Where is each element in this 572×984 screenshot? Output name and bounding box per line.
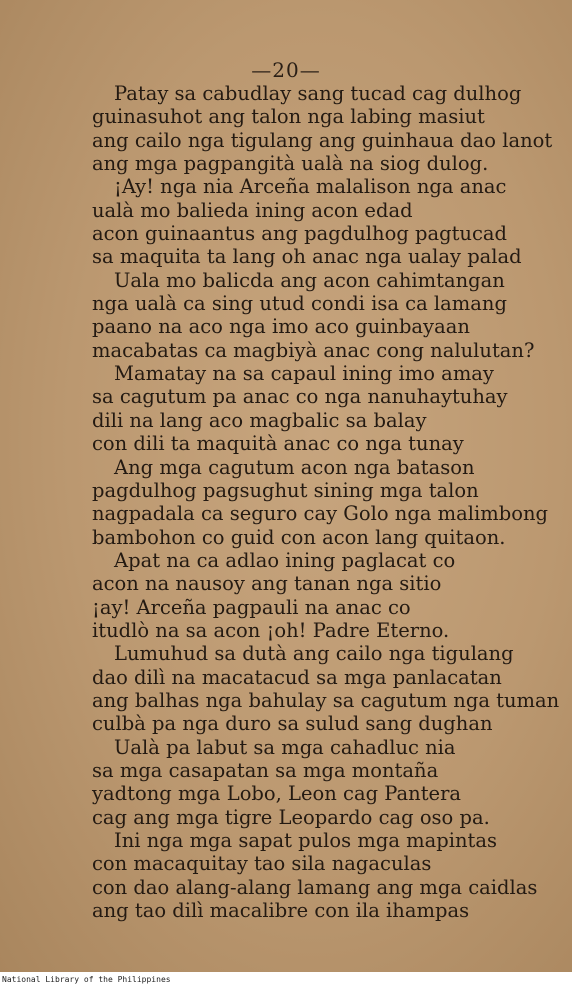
text-line: acon guinaantus ang pagdulhog pagtucad: [92, 222, 508, 246]
text-line: sa maquita ta lang oh anac nga ualay palad: [92, 245, 522, 269]
page-number: —20—: [251, 58, 321, 82]
text-line: Uala mo balicda ang acon cahimtangan: [114, 268, 505, 292]
text-line: Lumuhud sa dutà ang cailo nga tigulang: [114, 642, 514, 666]
text-line: Patay sa cabudlay sang tucad cag dulhog: [114, 82, 522, 105]
text-line: bambohon co guid con acon lang quitaon.: [92, 525, 506, 549]
library-credit: National Library of the Philippines: [2, 975, 171, 984]
text-line: con dili ta maquità anac co nga tunay: [92, 432, 464, 456]
text-line: ualà mo balieda ining acon edad: [92, 198, 413, 222]
text-line: ang tao dilì macalibre con ila ihampas: [92, 899, 470, 923]
poem-text: [92, 82, 562, 922]
text-line: con dao alang-alang lamang ang mga caidlas: [92, 875, 538, 899]
text-line: sa mga casapatan sa mga montaña: [92, 758, 439, 782]
text-line: ¡Ay! nga nia Arceña malalison nga anac: [114, 175, 507, 199]
text-line: ¡ay! Arceña pagpauli na anac co: [92, 595, 411, 619]
text-line: pagdulhog pagsughut sining mga talon: [92, 478, 479, 502]
text-line: guinasuhot ang talon nga labing masiut: [92, 105, 485, 129]
text-line: Mamatay na sa capaul ining imo amay: [114, 362, 494, 386]
text-line: sa cagutum pa anac co nga nanuhaytuhay: [92, 385, 508, 409]
text-line: ang balhas nga bahulay sa cagutum nga tuman: [92, 688, 560, 712]
text-line: ang cailo nga tigulang ang guinhaua dao lanot: [92, 128, 553, 152]
text-line: con macaquitay tao sila nagaculas: [92, 852, 432, 876]
text-line: nga ualà ca sing utud condi isa ca lamang: [92, 292, 507, 316]
text-line: paano na aco nga imo aco guinbayaan: [92, 315, 470, 339]
text-line: dao dilì na macatacud sa mga panlacatan: [92, 665, 502, 689]
text-line: nagpadala ca seguro cay Golo nga malimbong: [92, 502, 549, 526]
text-line: Ualà pa labut sa mga cahadluc nia: [114, 735, 456, 759]
text-line: acon na nausoy ang tanan nga sitio: [92, 572, 442, 596]
text-line: culbà pa nga duro sa sulud sang dughan: [92, 712, 493, 736]
text-line: Apat na ca adlao ining paglacat co: [114, 548, 456, 572]
text-line: macabatas ca magbiyà anac cong nalulutan?: [92, 338, 535, 362]
text-line: yadtong mga Lobo, Leon cag Pantera: [92, 782, 462, 806]
text-line: ang mga pagpangità ualà na siog dulog.: [92, 152, 489, 176]
text-line: cag ang mga tigre Leopardo cag oso pa.: [92, 805, 490, 829]
text-line: Ini nga mga sapat pulos mga mapintas: [114, 829, 498, 852]
text-line: itudlò na sa acon ¡oh! Padre Eterno.: [92, 618, 450, 642]
text-line: Ang mga cagutum acon nga batason: [114, 455, 475, 479]
text-line: dili na lang aco magbalic sa balay: [92, 408, 427, 432]
